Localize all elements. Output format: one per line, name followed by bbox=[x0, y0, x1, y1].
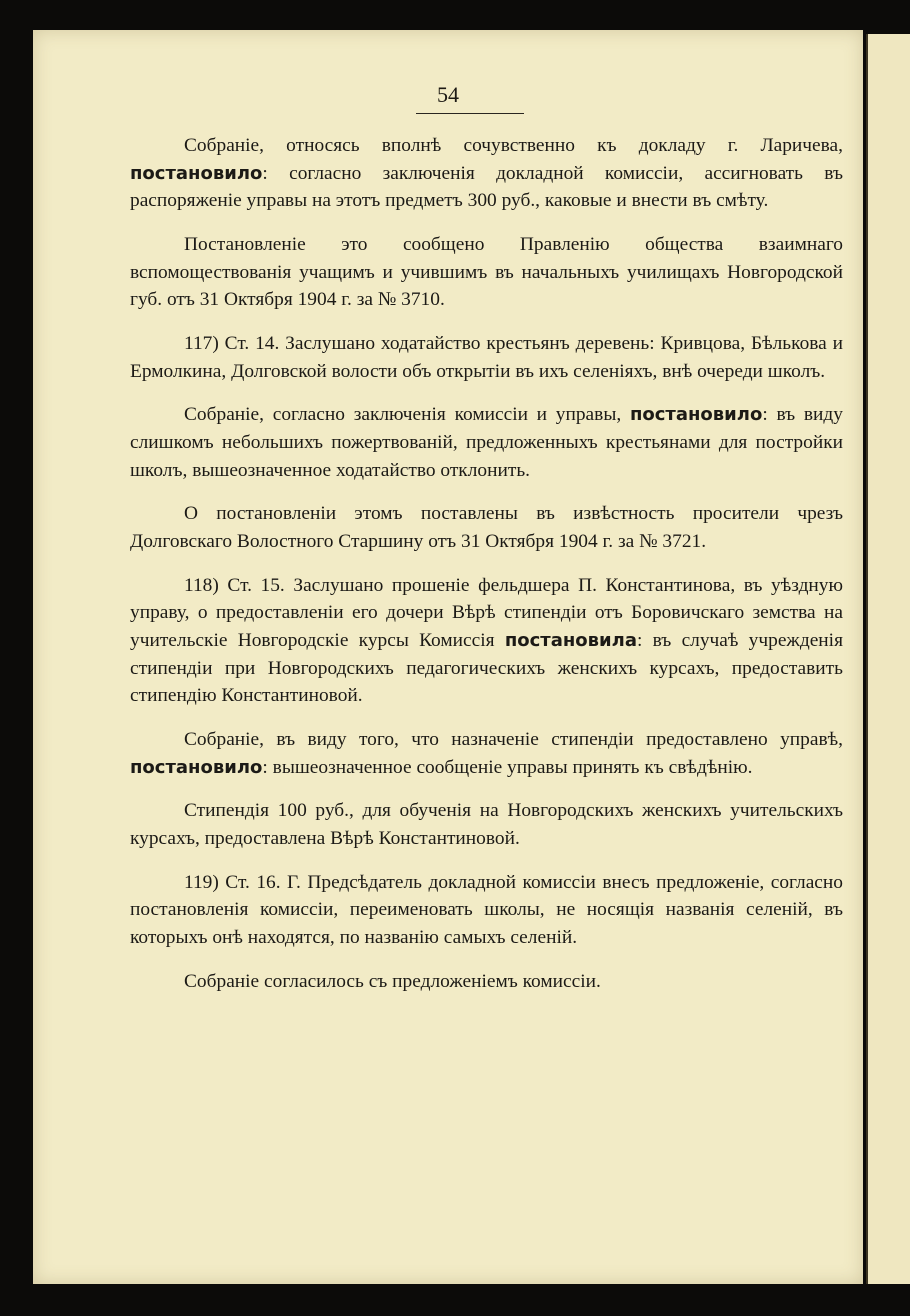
paragraph: Постановленіе это сообщено Правленію общества взаимнаго вспомоществованія учащимъ и учившимъ въ начальныхъ училищахъ Новгородской губ. отъ 31 Октября 1904 г. за № 3710. bbox=[130, 234, 843, 311]
adjacent-page-edge bbox=[866, 34, 910, 1284]
page-number: 54 bbox=[437, 82, 459, 107]
paragraph: О постановленіи этомъ поставлены въ извѣстность просители чрезъ Долговскаго Волостного Старшину отъ 31 Октября 1904 г. за № 3721. bbox=[130, 503, 843, 552]
paragraph: 119) Ст. 16. Г. Предсѣдатель докладной комиссіи внесъ предложеніе, согласно постановленія комиссіи, переименовать школы, не носящія названія селеній, въ которыхъ онѣ находятся, по названію самыхъ селеній. bbox=[130, 871, 843, 948]
paragraph: Стипендія 100 руб., для обученія на Новгородскихъ женскихъ учительскихъ курсахъ, предоставлена Вѣрѣ Константиновой. bbox=[130, 800, 843, 849]
decision-keyword: постановило bbox=[130, 756, 263, 778]
decision-keyword: постановило bbox=[629, 404, 763, 426]
decision-keyword: постановила bbox=[504, 630, 637, 651]
decision-keyword: постановило bbox=[130, 162, 263, 184]
paragraph: Собраніе согласилось съ предложеніемъ комиссіи. bbox=[184, 970, 601, 992]
paragraph: 117) Ст. 14. Заслушано ходатайство крестьянъ деревень: Кривцова, Бѣлькова и Ермолкина, Долговской волости объ открытіи въ ихъ селеніяхъ, внѣ очереди школъ. bbox=[130, 333, 843, 382]
paragraph: Собраніе, относясь вполнѣ сочувственно къ докладу г. Ларичева, постановило: согласно заключенія докладной комиссіи, ассигновать въ распоряженіе управы на этотъ предметъ 300 руб., каковые и внести въ смѣту. bbox=[130, 135, 843, 212]
paragraph: Собраніе, въ виду того, что назначеніе стипендіи предоставлено управѣ, постановило: вышеозначенное сообщеніе управы принять къ свѣдѣнію. bbox=[130, 729, 843, 778]
paragraph: Собраніе, согласно заключенія комиссіи и управы, постановило: въ виду слишкомъ небольшихъ пожертвованій, предложенныхъ крестьянами для постройки школъ, вышеозначенное ходатайство отклонить. bbox=[130, 404, 843, 481]
body-text bbox=[130, 132, 843, 1011]
document-page bbox=[33, 30, 863, 1284]
page-number-rule bbox=[416, 113, 524, 114]
paragraph: 118) Ст. 15. Заслушано прошеніе фельдшера П. Константинова, въ уѣздную управу, о предоставленіи его дочери Вѣрѣ стипендіи отъ Боровичскаго земства на учительскіе Новгородскіе курсы Комиссія постановила: въ случаѣ учрежденія стипендіи при Новгородскихъ педагогическихъ женскихъ курсахъ, предоставить стипендію Константиновой. bbox=[130, 574, 843, 707]
